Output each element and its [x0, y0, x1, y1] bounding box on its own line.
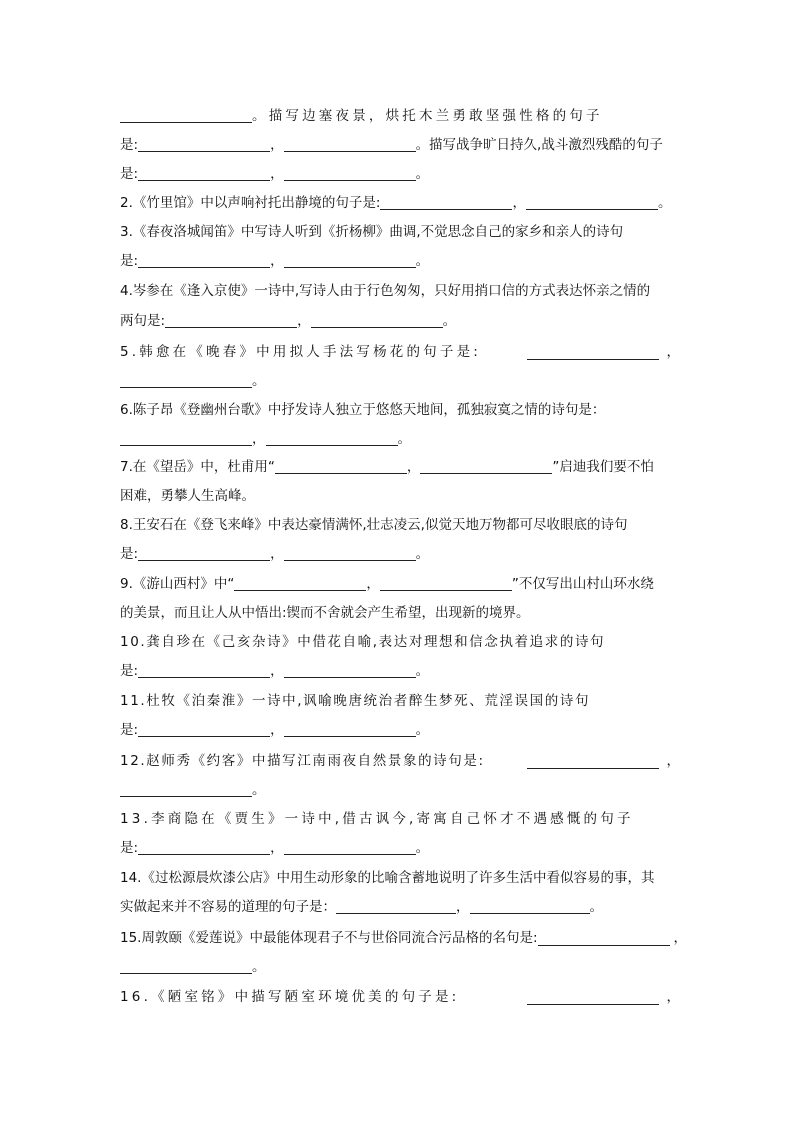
end-mark: 。 — [442, 313, 457, 329]
separator: ， — [252, 431, 266, 447]
label-text: 是: — [120, 166, 139, 182]
answer-blank[interactable] — [138, 722, 270, 737]
question-11 — [120, 689, 680, 713]
question-text: 13.李商隐在《贾生》一诗中,借古讽今,寄寓自己怀才不遇感慨的句子 — [120, 811, 634, 827]
question-6 — [120, 398, 680, 422]
question-15-answer — [120, 955, 680, 979]
answer-blank[interactable] — [284, 253, 416, 268]
answer-blank[interactable] — [284, 722, 416, 737]
answer-blank[interactable] — [527, 754, 659, 769]
question-text: 6.陈子昂《登幽州台歌》中抒发诗人独立于悠悠天地间，孤独寂寞之情的诗句是： — [120, 402, 606, 418]
question-text: 11.杜牧《泊秦淮》一诗中,讽喻晚唐统治者醉生梦死、荒淫误国的诗句 — [120, 693, 591, 709]
question-10-answer — [120, 659, 680, 683]
separator: ， — [666, 344, 680, 360]
question-14-line-2 — [120, 895, 680, 919]
intro-text: 。描写战争旷日持久,战斗激烈残酷的句子 — [415, 137, 663, 153]
answer-blank[interactable] — [336, 899, 456, 914]
separator: ， — [366, 576, 380, 592]
question-7 — [120, 455, 680, 479]
answer-blank[interactable] — [526, 195, 658, 210]
question-text: 5.韩愈在《晚春》中用拟人手法写杨花的句子是: — [120, 344, 482, 360]
answer-blank[interactable] — [120, 108, 252, 123]
question-text: 10.龚自珍在《己亥杂诗》中借花自喻,表达对理想和信念执着追求的诗句 — [120, 634, 606, 650]
question-text: ”启迪我们要不怕 — [552, 459, 654, 475]
question-text: 16.《陋室铭》中描写陋室环境优美的句子是: — [120, 989, 460, 1005]
answer-blank[interactable] — [120, 431, 252, 446]
answer-blank[interactable] — [527, 345, 659, 360]
answer-blank[interactable] — [138, 663, 270, 678]
answer-blank[interactable] — [284, 137, 416, 152]
intro-line-3 — [120, 162, 680, 186]
answer-blank[interactable] — [120, 782, 252, 797]
question-text: 3.《春夜洛城闻笛》中写诗人听到《折杨柳》曲调,不觉思念自己的家乡和亲人的诗句 — [120, 224, 624, 240]
separator: ， — [297, 313, 311, 329]
separator: ， — [270, 166, 284, 182]
question-text: 4.岑参在《逢入京使》一诗中,写诗人由于行色匆匆，只好用捎口信的方式表达怀亲之情的 — [120, 283, 651, 299]
separator: ， — [666, 989, 680, 1005]
end-mark: 。 — [415, 546, 430, 562]
answer-blank[interactable] — [275, 459, 407, 474]
question-11-answer — [120, 718, 680, 742]
question-13 — [120, 807, 680, 831]
label-text: 是: — [120, 546, 139, 562]
end-mark: 。 — [589, 899, 603, 915]
question-text: 的美景，而且让人从中悟出:锲而不舍就会产生希望，出现新的境界。 — [120, 605, 530, 621]
question-6-answer — [120, 427, 680, 451]
end-mark: 。 — [415, 840, 430, 856]
question-4-answer — [120, 309, 680, 333]
separator: ， — [673, 930, 688, 946]
end-mark: 。 — [415, 722, 430, 738]
question-7-line-2 — [120, 484, 680, 508]
answer-blank[interactable] — [120, 373, 252, 388]
answer-blank[interactable] — [234, 576, 366, 591]
label-text: 两句是: — [120, 313, 166, 329]
question-text: 14.《过松源晨炊漆公店》中用生动形象的比喻含蓄地说明了许多生活中看似容易的事，其 — [120, 870, 655, 886]
question-4 — [120, 279, 680, 303]
question-text: 15.周敦颐《爱莲说》中最能体现君子不与世俗同流合污品格的名句是: — [120, 930, 538, 946]
intro-text: 。描写边塞夜景，烘托木兰勇敢坚强性格的句子 — [252, 108, 603, 124]
label-text: 是: — [120, 840, 139, 856]
separator: ， — [270, 663, 284, 679]
question-text: 2.《竹里馆》中以声响衬托出静境的句子是: — [120, 195, 381, 211]
answer-blank[interactable] — [380, 576, 512, 591]
answer-blank[interactable] — [284, 663, 416, 678]
intro-line-2 — [120, 133, 680, 157]
end-mark: 。 — [415, 663, 430, 679]
label-text: 是: — [120, 722, 139, 738]
question-8 — [120, 513, 680, 537]
question-text: 9.《游山西村》中“ — [120, 576, 235, 592]
separator: ， — [512, 195, 526, 211]
question-text: 困难，勇攀人生高峰。 — [120, 488, 255, 504]
question-15 — [120, 926, 688, 950]
end-mark: 。 — [252, 373, 266, 389]
answer-blank[interactable] — [470, 899, 590, 914]
answer-blank[interactable] — [138, 166, 270, 181]
answer-blank[interactable] — [380, 195, 512, 210]
label-text: 是: — [120, 253, 139, 269]
question-13-answer — [120, 836, 680, 860]
end-mark: 。 — [252, 782, 266, 798]
end-mark: 。 — [657, 195, 672, 211]
answer-blank[interactable] — [527, 990, 659, 1005]
separator: ， — [270, 546, 284, 562]
answer-blank[interactable] — [138, 840, 270, 855]
answer-blank[interactable] — [266, 431, 398, 446]
end-mark: 。 — [252, 959, 266, 975]
intro-line-1 — [120, 104, 680, 128]
answer-blank[interactable] — [120, 959, 252, 974]
answer-blank[interactable] — [538, 931, 670, 946]
question-8-answer — [120, 542, 680, 566]
question-2 — [120, 191, 680, 215]
separator: ， — [270, 722, 284, 738]
separator: ， — [406, 459, 421, 475]
end-mark: 。 — [415, 253, 430, 269]
answer-blank[interactable] — [165, 313, 297, 328]
separator: ， — [270, 253, 284, 269]
answer-blank[interactable] — [138, 546, 270, 561]
answer-blank[interactable] — [284, 546, 416, 561]
question-10 — [120, 630, 680, 654]
question-12 — [120, 749, 680, 773]
question-text: 8.王安石在《登飞来峰》中表达豪情满怀,壮志凌云,似觉天地万物都可尽收眼底的诗句 — [120, 517, 628, 533]
question-3 — [120, 220, 680, 244]
question-5-answer — [120, 369, 680, 393]
separator: ， — [270, 840, 284, 856]
question-16 — [120, 985, 680, 1009]
answer-blank[interactable] — [138, 253, 270, 268]
question-text: ”不仅写出山村山环水绕 — [511, 576, 654, 592]
label-text: 是: — [120, 137, 139, 153]
answer-blank[interactable] — [311, 313, 443, 328]
question-14 — [120, 866, 680, 890]
answer-blank[interactable] — [284, 840, 416, 855]
question-9 — [120, 572, 680, 596]
label-text: 是: — [120, 663, 139, 679]
question-text: 7.在《望岳》中，杜甫用“ — [120, 459, 275, 475]
question-text: 实做起来并不容易的道理的句子是： — [120, 899, 336, 915]
question-12-answer — [120, 778, 680, 802]
answer-blank[interactable] — [284, 166, 416, 181]
question-5 — [120, 340, 680, 364]
end-mark: 。 — [415, 166, 430, 182]
question-text: 12.赵师秀《约客》中描写江南雨夜自然景象的诗句是: — [120, 753, 485, 769]
separator: ， — [270, 137, 284, 153]
separator: ， — [666, 753, 680, 769]
separator: ， — [456, 899, 470, 915]
question-3-answer — [120, 249, 680, 273]
answer-blank[interactable] — [420, 459, 552, 474]
question-9-line-2 — [120, 601, 680, 625]
answer-blank[interactable] — [138, 137, 270, 152]
end-mark: 。 — [397, 431, 411, 447]
